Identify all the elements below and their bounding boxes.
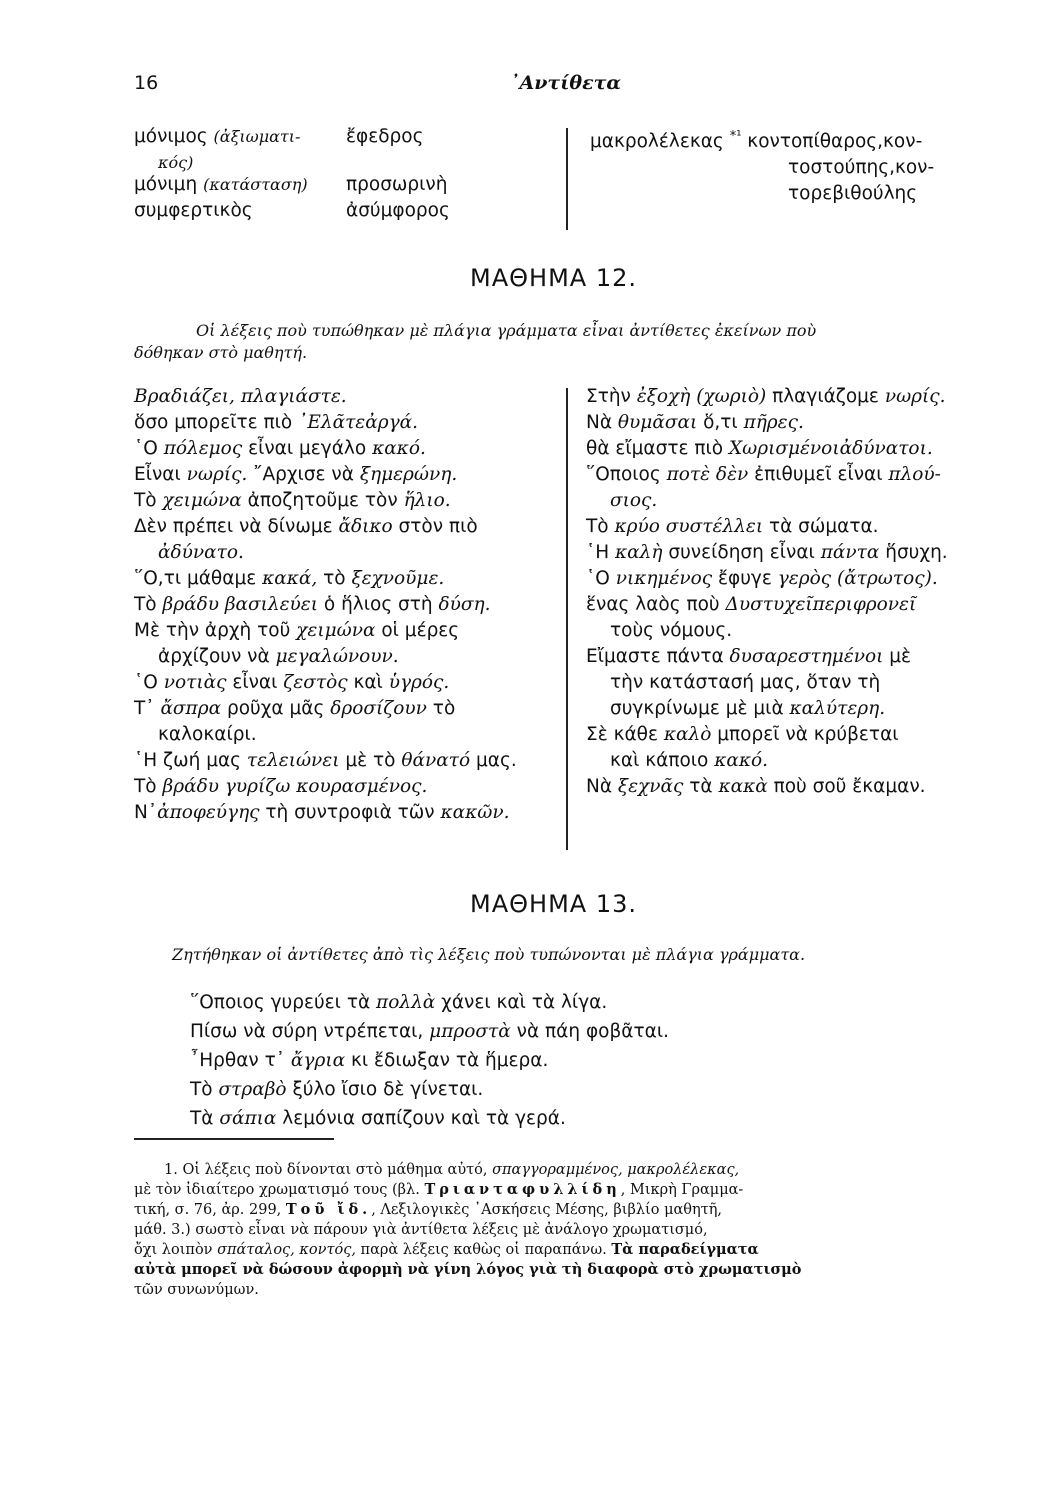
table-row: μόνιμη (κατάσταση) προσωρινὴ bbox=[134, 174, 448, 195]
table-row: κός) bbox=[158, 153, 194, 172]
column-divider bbox=[566, 128, 568, 230]
sentence-line: Πίσω νὰ σύρη ντρέπεται, μπροστὰ νὰ πάη φοβᾶται. bbox=[190, 1021, 669, 1042]
lesson-12-intro: Οἱ λέξεις ποὺ τυπώθηκαν μὲ πλάγια γράμματα εἶναι ἀντίθετες ἐκείνων ποὺ δόθηκαν στὸ μαθητή. bbox=[134, 321, 817, 362]
table-row: συμφερτικὸς ἀσύμφορος bbox=[134, 200, 450, 221]
sentence-line: Εἴμαστε πάντα δυσαρεστημένοι μὲ bbox=[586, 646, 912, 667]
sentence-line: ῾Η καλὴ συνείδηση εἶναι πάντα ἥσυχη. bbox=[586, 542, 948, 563]
sentence-line: καλοκαίρι. bbox=[158, 724, 257, 745]
column-divider bbox=[566, 388, 568, 850]
sentence-line: ῏Ηρθαν τ᾿ ἄγρια κι ἔδιωξαν τὰ ἥμερα. bbox=[190, 1050, 549, 1071]
sentence-line: ῞Ο,τι μάθαμε κακά, τὸ ξεχνοῦμε. bbox=[134, 568, 445, 589]
sentence-line: Τὸ κρύο συστέλλει τὰ σώματα. bbox=[586, 516, 879, 537]
sentence-line: ῾Ο νικημένος ἔφυγε γερὸς (ἄτρωτος). bbox=[586, 568, 938, 589]
page-number: 16 bbox=[134, 72, 159, 94]
sentence-line: Σὲ κάθε καλὸ μπορεῖ νὰ κρύβεται bbox=[586, 724, 899, 745]
sentence-line: Τὸ βράδυ γυρίζω κουρασμένος. bbox=[134, 776, 428, 797]
lesson-13-title: ΜΑΘΗΜΑ 13. bbox=[470, 890, 637, 918]
sentence-line: ῾Η ζωή μας τελειώνει μὲ τὸ θάνατό μας. bbox=[134, 750, 517, 771]
sentence-line: ἀδύνατο. bbox=[158, 542, 244, 563]
sentence-line: Τ᾿ ἄσπρα ροῦχα μᾶς δροσίζουν τὸ bbox=[134, 698, 456, 719]
lesson-12-title: ΜΑΘΗΜΑ 12. bbox=[470, 264, 637, 292]
sentence-line: τὴν κατάστασή μας, ὅταν τὴ bbox=[610, 672, 881, 693]
table-row: τοστούπης,κον- bbox=[788, 157, 935, 179]
table-row: μόνιμος (ἀξιωματι- ἔφεδρος bbox=[134, 126, 424, 147]
sentence-line: συγκρίνωμε μὲ μιὰ καλύτερη. bbox=[610, 698, 886, 719]
top-table-right bbox=[590, 124, 1030, 207]
sentence-line: Βραδιάζει, πλαγιάστε. bbox=[134, 386, 347, 407]
sentence-line: ἕνας λαὸς ποὺ Δυστυχεῖπεριφρονεῖ bbox=[586, 594, 917, 615]
sentence-line: ῾Ο νοτιὰς εἶναι ζεστὸς καὶ ὑγρός. bbox=[134, 672, 450, 693]
sentence-line: Νὰ θυμᾶσαι ὅ,τι πῆρες. bbox=[586, 412, 804, 433]
sentence-line: θὰ εἴμαστε πιὸ Χωρισμένοιἀδύνατοι. bbox=[586, 438, 933, 459]
lesson-12-left-column bbox=[134, 384, 554, 826]
footnote-rule bbox=[134, 1138, 334, 1140]
sentence-line: σιος. bbox=[610, 490, 658, 511]
sentence-line: ὅσο μπορεῖτε πιὸ ᾿Ελᾶτεἀργά. bbox=[134, 412, 419, 433]
sentence-line: Τὰ σάπια λεμόνια σαπίζουν καὶ τὰ γερά. bbox=[190, 1108, 566, 1129]
table-row: τορεβιθούλης bbox=[788, 183, 918, 205]
lesson-13-sentences bbox=[190, 988, 990, 1133]
sentence-line: ἀρχίζουν νὰ μεγαλώνουν. bbox=[158, 646, 399, 667]
sentence-line: Τὸ βράδυ βασιλεύει ὁ ἥλιος στὴ δύση. bbox=[134, 594, 491, 615]
sentence-line: Δὲν πρέπει νὰ δίνωμε ἄδικο στὸν πιὸ bbox=[134, 516, 478, 537]
sentence-line: Στὴν ἐξοχὴ (χωριὸ) πλαγιάζομε νωρίς. bbox=[586, 386, 946, 407]
sentence-line: ῾Ο πόλεμος εἶναι μεγάλο κακό. bbox=[134, 438, 426, 459]
sentence-line: Νὰ ξεχνᾶς τὰ κακὰ ποὺ σοῦ ἔκαμαν. bbox=[586, 776, 926, 797]
lesson-13-intro: Ζητήθηκαν οἱ ἀντίθετες ἀπὸ τὶς λέξεις ποὺ τυπώνονται μὲ πλάγια γράμματα. bbox=[172, 945, 806, 964]
table-row: μακρολέλεκας $^{*^1}$ κοντοπίθαρος,κον- bbox=[590, 129, 923, 153]
sentence-line: Εἶναι νωρίς. ῎Αρχισε νὰ ξημερώνη. bbox=[134, 464, 458, 485]
top-table-left bbox=[134, 124, 554, 224]
sentence-line: ῞Οποιος γυρεύει τὰ πολλὰ χάνει καὶ τὰ λίγα. bbox=[190, 992, 608, 1013]
sentence-line: τοὺς νόμους. bbox=[610, 620, 733, 641]
sentence-line: καὶ κάποιο κακό. bbox=[610, 750, 769, 771]
sentence-line: Τὸ χειμώνα ἀποζητοῦμε τὸν ἥλιο. bbox=[134, 490, 451, 511]
footnote: 1. Οἱ λέξεις ποὺ δίνονται στὸ μάθημα αὐτό, σπαγγοραμμένος, μακρολέλεκας, μὲ τὸν ἰδιαίτερο χρωματισμό τους (βλ. Τριανταφυλλίδη, Μικρὴ Γραμμα- τική, σ. 76, ἀρ. 299, Τοῦ ἴδ., Λεξιλογικὲς ᾿Ασκήσεις Μέσης, βιβλίο μαθητῆ, μάθ. 3.) σωστὸ εἶναι νὰ πάρουν γιὰ ἀντίθετα λέξεις μὲ ἀνάλογο χρωματισμό, ὄχι λοιπὸν σπάταλος, κοντός, παρὰ λέξεις καθὼς οἱ παραπάνω. Τὰ παραδείγματα αὐτὰ μπορεῖ νὰ δώσουν ἀφορμὴ νὰ γίνη λόγος γιὰ τὴ διαφορὰ στὸ χρωματισμὸ τῶν συνωνύμων. bbox=[134, 1162, 802, 1298]
sentence-line: Τὸ στραβὸ ξύλο ἴσιο δὲ γίνεται. bbox=[190, 1079, 484, 1100]
sentence-line: Μὲ τὴν ἀρχὴ τοῦ χειμώνα οἱ μέρες bbox=[134, 620, 460, 641]
sentence-line: ῞Οποιος ποτὲ δὲν ἐπιθυμεῖ εἶναι πλού- bbox=[586, 464, 941, 485]
sentence-line: Ν᾿ἀποφεύγης τὴ συντροφιὰ τῶν κακῶν. bbox=[134, 802, 510, 823]
lesson-12-right-column bbox=[586, 384, 1030, 800]
running-title: ᾿Αντίθετα bbox=[510, 72, 622, 94]
